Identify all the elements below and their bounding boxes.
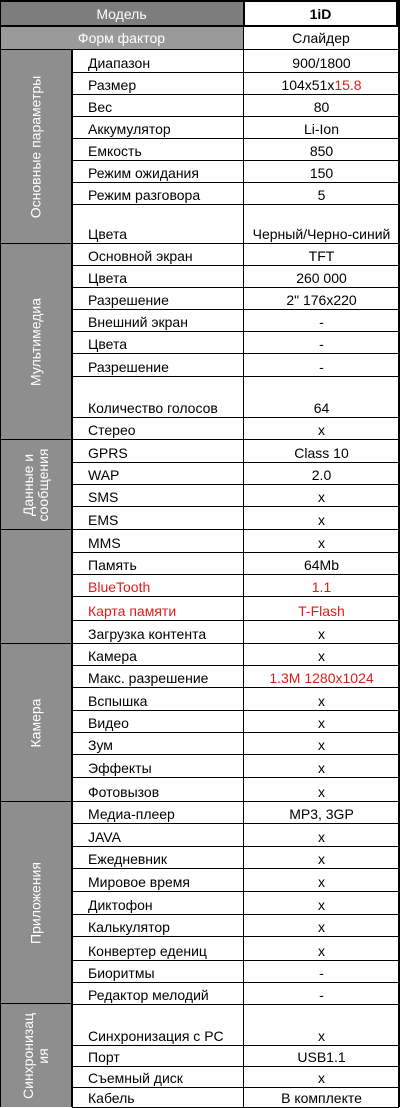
row-label: Редактор мелодий	[88, 987, 209, 1003]
row-value: -	[243, 310, 399, 331]
row-value: x	[243, 688, 399, 710]
row-value: x	[243, 778, 399, 801]
row-label: Калькулятор	[88, 919, 170, 935]
row-label: Конвертер едениц	[88, 943, 207, 959]
row-value: 64	[243, 377, 399, 417]
row-label: Аккумулятор	[88, 121, 171, 137]
row-value: -	[243, 332, 399, 353]
section-camera	[0, 644, 72, 802]
row-label: Емкость	[88, 143, 142, 159]
row-label: Камера	[88, 648, 137, 664]
row-label: Эффекты	[88, 760, 152, 776]
row-label: Синхронизация с PC	[88, 1028, 224, 1044]
table-row	[72, 824, 399, 847]
model-header-row	[0, 0, 400, 27]
section-applications-label: Приложения	[27, 861, 43, 944]
table-row	[72, 644, 399, 666]
row-value: TFT	[243, 244, 399, 265]
table-row	[72, 915, 399, 937]
model-label: Модель	[0, 2, 243, 25]
table-row	[72, 937, 399, 961]
form-factor-label: Форм фактор	[0, 27, 243, 49]
row-value: x	[243, 530, 399, 552]
table-row	[72, 332, 399, 354]
row-value: x	[243, 847, 399, 868]
row-value: x	[243, 485, 399, 506]
table-row	[72, 418, 399, 440]
row-label: EMS	[88, 512, 119, 528]
row-value: x	[243, 892, 399, 914]
table-row	[72, 95, 399, 117]
row-label: Размер	[88, 77, 137, 93]
table-row	[72, 892, 399, 915]
table-row	[72, 377, 399, 418]
section-sync-line1: Синхронизац	[19, 1012, 36, 1099]
row-label: WAP	[88, 467, 120, 483]
row-value: x	[243, 869, 399, 891]
table-row	[72, 733, 399, 755]
form-factor-value: Слайдер	[243, 27, 398, 49]
row-value: T-Flash	[243, 597, 399, 620]
row-label: Разрешение	[88, 292, 169, 308]
row-label: Фотовызов	[88, 784, 160, 800]
table-row	[72, 847, 399, 869]
table-row	[72, 73, 399, 95]
row-label: Диапазон	[88, 55, 151, 71]
table-row	[72, 755, 399, 778]
row-label: Биоритмы	[88, 965, 155, 981]
row-value: -	[243, 983, 399, 1004]
row-value: 900/1800	[243, 50, 399, 72]
row-value: 1.1	[243, 575, 399, 596]
row-value: 2" 176x220	[243, 288, 399, 309]
section-sync-label	[21, 1012, 51, 1098]
row-label: Режим ожидания	[88, 165, 199, 181]
row-value: Class 10	[243, 440, 399, 462]
table-row	[72, 205, 399, 244]
section-data-label	[21, 448, 51, 521]
row-label: Ежедневник	[88, 851, 167, 867]
table-row	[72, 266, 399, 288]
row-label: Цвета	[88, 336, 127, 352]
table-row	[72, 485, 399, 507]
row-label: Цвета	[88, 226, 127, 242]
row-label: Видео	[88, 715, 129, 731]
row-value: x	[243, 418, 399, 439]
table-row	[72, 117, 399, 139]
table-row	[72, 621, 399, 644]
row-value: x	[243, 824, 399, 846]
row-label: Количество голосов	[88, 400, 218, 416]
row-value: x	[243, 1005, 399, 1045]
row-value: 850	[243, 139, 399, 160]
row-label: Разрешение	[88, 359, 169, 375]
form-factor-row	[0, 27, 400, 50]
section-unnamed	[0, 530, 72, 644]
row-label: Цвета	[88, 270, 127, 286]
table-row	[72, 139, 399, 161]
section-camera-label: Камера	[27, 698, 43, 747]
table-row	[72, 983, 399, 1005]
row-value: x	[243, 644, 399, 665]
section-multimedia-label: Мультимедиа	[27, 297, 43, 386]
row-value: 1.3M 1280x1024	[243, 666, 399, 687]
row-label: JAVA	[88, 829, 121, 845]
table-row	[72, 244, 399, 266]
row-value-highlight: 15.8	[334, 77, 362, 93]
row-value: В комплекте	[243, 1088, 399, 1107]
row-label: GPRS	[88, 445, 128, 461]
table-row	[72, 354, 399, 377]
table-row	[72, 183, 399, 205]
section-basic-label: Основные параметры	[27, 75, 43, 218]
row-label: BlueTooth	[88, 579, 151, 595]
table-row	[72, 288, 399, 310]
row-label: Медиа-плеер	[88, 806, 175, 822]
row-label: Порт	[88, 1049, 120, 1065]
row-label: Режим разговора	[88, 187, 201, 203]
table-row	[72, 869, 399, 892]
row-label: Кабель	[88, 1090, 135, 1106]
row-value: 260 000	[243, 266, 399, 287]
row-value: x	[243, 733, 399, 754]
row-label: MMS	[88, 535, 121, 551]
row-label: Стерео	[88, 422, 136, 438]
table-row	[72, 1046, 399, 1067]
section-data-line2: сообщения	[34, 447, 51, 522]
table-row	[72, 440, 399, 463]
table-row	[72, 666, 399, 688]
row-value: USB1.1	[243, 1046, 399, 1066]
model-value: 1iD	[243, 2, 398, 25]
row-label: Внешний экран	[88, 314, 188, 330]
table-row	[72, 688, 399, 711]
row-value: MP3, 3GP	[243, 802, 399, 823]
row-label: Диктофон	[88, 897, 153, 913]
row-value: x	[243, 755, 399, 777]
table-row	[72, 310, 399, 332]
row-label: Макс. разрешение	[88, 670, 209, 686]
row-value: -	[243, 354, 399, 376]
row-value: x	[243, 937, 399, 960]
table-row	[72, 530, 399, 553]
table-row	[72, 1067, 399, 1088]
row-value: 64Mb	[243, 553, 399, 574]
row-value: 5	[243, 183, 399, 204]
row-value	[243, 73, 399, 94]
table-row	[72, 1088, 399, 1108]
section-basic-parameters	[0, 50, 72, 244]
row-label: Вспышка	[88, 693, 148, 709]
row-value: 80	[243, 95, 399, 116]
row-value: x	[243, 1067, 399, 1087]
row-label: Вес	[88, 99, 113, 115]
row-label: Основной экран	[88, 248, 193, 264]
table-row	[72, 778, 399, 802]
row-label: SMS	[88, 489, 119, 505]
table-row	[72, 553, 399, 575]
table-row	[72, 802, 399, 824]
row-value: x	[243, 915, 399, 936]
row-value: -	[243, 961, 399, 982]
table-row	[72, 961, 399, 983]
section-data-messages	[0, 440, 72, 530]
row-value-text: 104x51x	[281, 77, 335, 93]
row-label: Зум	[88, 737, 113, 753]
table-row	[72, 463, 399, 485]
row-value: 150	[243, 161, 399, 182]
row-value: Черный/Черно-синий	[243, 205, 399, 243]
section-sync-line2: ия	[34, 1047, 51, 1064]
section-data-line1: Данные и	[19, 453, 36, 516]
row-label: Память	[88, 557, 137, 573]
row-label: Съемный диск	[88, 1070, 183, 1086]
row-value: x	[243, 621, 399, 643]
table-row	[72, 161, 399, 183]
section-multimedia	[0, 244, 72, 440]
table-row	[72, 575, 399, 597]
row-value: Li-Ion	[243, 117, 399, 138]
row-value: x	[243, 507, 399, 529]
section-synchronization	[0, 1004, 72, 1107]
row-value: 2.0	[243, 463, 399, 484]
table-row	[72, 1005, 399, 1046]
table-row	[72, 597, 399, 621]
table-row	[72, 50, 399, 73]
row-label: Загрузка контента	[88, 626, 207, 642]
section-applications	[0, 802, 72, 1004]
row-label: Мировое время	[88, 874, 191, 890]
row-label: Карта памяти	[88, 603, 177, 619]
table-row	[72, 507, 399, 530]
table-row	[72, 711, 399, 733]
row-value: x	[243, 711, 399, 732]
